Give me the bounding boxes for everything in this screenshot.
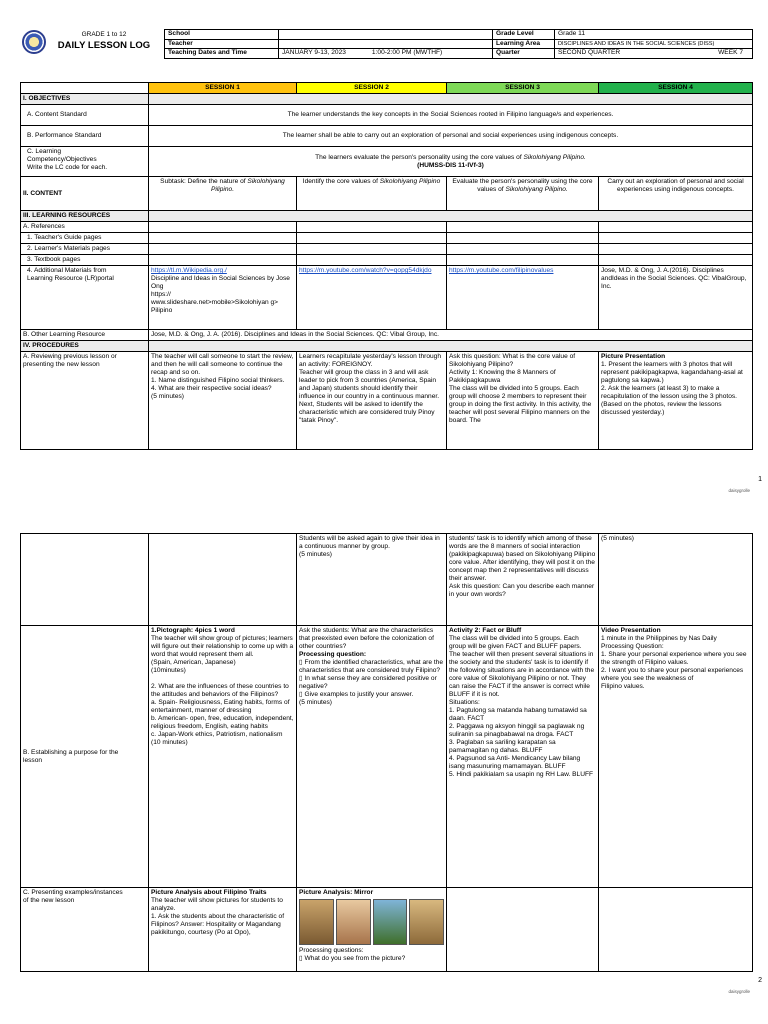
procedure-b-s3-text: The class will be divided into 5 groups. Each group will be given FACT and BLUFF papers. The teacher will then present several situations in the society and the students' task is to identify if the following situations are in accordance with the core value of Sikolohiyang Pilipino or not. They can raise the FACT if the answer is correct while BLUFF if it is not. Situations: 1. Pagtulong sa matanda habang tumatawid sa daan. FACT 2. Paggawa ng aksyon hinggil sa paglawak ng suliranin sa pinagbabawal na droga. FACT 3. Paglaban sa sariling karapatan sa pamamagitan ng dahas. BLUFF 4. Pagsunod sa Anti- Mendicancy Law bilang isang masunuring mamamayan. BLUFF 5. Hindi pakikialam sa usapin ng RH Law. BLUFF: [449, 635, 595, 778]
mirror-picture-1: [299, 899, 334, 945]
additional-materials-label: 4. Additional Materials from Learning Resource (LR)portal: [21, 266, 149, 330]
additional-s1-text: Discipline and Ideas in Social Sciences by Jose Ong https:// www.slideshare.net>mobile>Sikolohiyan g> Pilipino: [151, 275, 290, 314]
wikipedia-link[interactable]: https://tl.m.Wikipedia.org./: [151, 267, 227, 274]
performance-standard-label: B. Performance Standard: [21, 126, 149, 147]
continued-s3: students' task is to identify which among of these words are the 8 manners of social interaction (pakikipagkapuwa) based on Sikolohiyang Pilipino core value. After identifying, they will post it on the concept map then 2 representatives will discuss their answer. Ask this question: Can you describe each manner in your own words?: [447, 534, 599, 626]
teachers-guide-label: 1. Teacher's Guide pages: [21, 233, 149, 244]
content-standard-text: The learner understands the key concepts in the Social Sciences rooted in Filipino language/s and experiences.: [149, 105, 753, 126]
additional-s3: [447, 266, 599, 330]
references-label: A. References: [21, 222, 149, 233]
content-s1-text: Subtask: Define the nature of: [160, 178, 248, 185]
mirror-picture-4: [409, 899, 444, 945]
procedure-b-s2: [297, 626, 447, 888]
dates-label: Teaching Dates and Time: [165, 49, 279, 59]
content-s3-text: Evaluate the person's personality using the core values of: [452, 178, 593, 193]
week-value: WEEK 7: [718, 49, 743, 56]
performance-standard-text: The learner shall be able to carry out an exploration of personal and social experiences using indigenous concepts.: [149, 126, 753, 147]
content-s2-text: Identify the core values of: [302, 178, 380, 185]
content-heading: II. CONTENT: [21, 177, 149, 211]
procedure-c-s1-text: The teacher will show pictures for students to analyze. 1. Ask the students about the characteristic of Filipinos? Answer: Hospitality or Magandang pakikitungo, courtesy (Po at Opo),: [151, 897, 285, 936]
procedure-b-s4-title: Video Presentation: [601, 627, 661, 634]
competency-cell: [149, 147, 753, 177]
learning-area-label: Learning Area: [493, 39, 555, 49]
lesson-table-page1: [20, 82, 753, 450]
procedure-b-label: B. Establishing a purpose for the lesson: [21, 626, 149, 888]
procedure-a-label: A. Reviewing previous lesson or presenting the new lesson: [21, 352, 149, 450]
objectives-heading: I. OBJECTIVES: [21, 94, 149, 105]
processing-question-label: Processing question:: [299, 651, 367, 658]
procedure-a-s4-title: Picture Presentation: [601, 353, 666, 360]
session-3-header: SESSION 3: [447, 83, 599, 94]
page-number-2: 2: [758, 977, 762, 984]
dll-title-block: [54, 31, 154, 51]
mirror-picture-2: [336, 899, 371, 945]
content-s4: Carry out an exploration of personal and social experiences using indigenous concepts.: [599, 177, 753, 211]
lesson-table-page2: [20, 533, 753, 972]
dates-value: JANUARY 9-13, 2023: [282, 49, 346, 56]
procedure-b-s2-list: ▯ From the identified characteristics, what are the characteristics that are considered truly Filipino? ▯ In what sense they are considered positive or negative? ▯ Give examples to justify your answer. (5 minutes): [299, 659, 443, 706]
procedure-b-s4: [599, 626, 753, 888]
additional-s2: [297, 266, 447, 330]
content-s3: [447, 177, 599, 211]
quarter-value: SECOND QUARTER: [558, 49, 621, 56]
grade-range: GRADE 1 to 12: [81, 31, 127, 38]
procedure-b-s1-title: 1.Pictograph: 4pics 1 word: [151, 627, 235, 634]
procedure-a-s2: Learners recapitulate yesterday's lesson through an activity: FOREIGNOY. Teacher will group the class in 3 and will ask leader to pick from 3 countries (America, Spain and Japan) students should identify their influence in our country in a continuous manner. Next, Students will be asked to identify the characteristic which are considered truly Pinoy "tatak Pinoy".: [297, 352, 447, 450]
additional-s4: Jose, M.D. & Ong, J. A.(2016). Disciplines andIdeas in the Social Sciences. QC: VibalGroup, Inc.: [599, 266, 753, 330]
youtube-link-1[interactable]: https://m.youtube.com/watch?v=qopg54dkjdo: [299, 267, 432, 274]
page-title: DAILY LESSON LOG: [57, 40, 151, 51]
competency-text: The learners evaluate the person's personality using the core values of: [315, 153, 524, 161]
content-s1-italic: Sikolohiyang Pilipino.: [210, 178, 285, 193]
procedure-a-s3: Ask this question: What is the core value of Sikolohiyang Pilipino? Activity 1: Knowing the 8 Manners of Pakikipagkapuwa The class will be divided into 5 groups. Each group will choose 2 members to represent their group in doing the first activity. In this activity, the teacher will post several Filipino manners on the board. The: [447, 352, 599, 450]
continued-s4: (5 minutes): [599, 534, 753, 626]
dates-cell: [279, 49, 493, 59]
content-s2-italic: Sikolohiyang Pilipino: [379, 178, 441, 185]
quarter-cell: [555, 49, 753, 59]
content-s3-italic: Sikolohiyang Pilipino.: [505, 186, 568, 193]
competency-italic: Sikolohiyang Pilipino.: [523, 153, 586, 161]
deped-seal-logo: [22, 30, 46, 54]
procedure-c-s2-title: Picture Analysis: Mirror: [299, 889, 374, 896]
textbook-label: 3. Textbook pages: [21, 255, 149, 266]
procedure-b-s2-text: Ask the students: What are the characteristics that preexisted even before the colonization of other countries?: [299, 627, 434, 650]
school-value: [279, 30, 493, 40]
continued-s2: Students will be asked again to give their idea in a continuous manner by group. (5 minutes): [297, 534, 447, 626]
teacher-label: Teacher: [165, 39, 279, 49]
school-label: School: [165, 30, 279, 40]
procedure-c-label: C. Presenting examples/instances of the new lesson: [21, 888, 149, 972]
additional-s1: [149, 266, 297, 330]
other-resource-label: B. Other Learning Resource: [21, 330, 149, 341]
procedure-b-s3-title: Activity 2: Fact or Bluff: [449, 627, 522, 634]
page-number-1: 1: [758, 476, 762, 483]
time-value: 1:00-2:00 PM (MWTHF): [371, 49, 443, 56]
procedure-b-s1-text: The teacher will show group of pictures; learners will figure out their relationship to come up with a word that would represent them all. (Spain, American, Japanese) (10minutes) 2. What are the influences of these countries to the attitudes and behaviors of the Filipinos? a. Spain- Religiousness, Eating habits, forms of entertainment, manner of dressing b. American- open, free, education, independent, religious freedom, English, eating habits c. Japan-Work ethics, Patriotism, nationalism (10 minutes): [151, 635, 294, 746]
procedure-c-s2: [297, 888, 447, 972]
footer-2: daisygrolle: [728, 989, 750, 994]
competency-label: C. Learning Competency/Objectives Write the LC code for each.: [21, 147, 149, 177]
procedure-b-s1: [149, 626, 297, 888]
session-2-header: SESSION 2: [297, 83, 447, 94]
content-s2: [297, 177, 447, 211]
footer-1: daisygrolle: [728, 488, 750, 493]
mirror-pictures: [299, 899, 444, 945]
procedure-c-s2-text: Processing questions: ▯ What do you see from the picture?: [299, 947, 406, 962]
teacher-value: [279, 39, 493, 49]
competency-code: (HUMSS-DIS 11-IVf-3): [417, 161, 484, 169]
resources-heading: III. LEARNING RESOURCES: [21, 211, 149, 222]
procedure-a-s1: The teacher will call someone to start the review, and then he will call someone to continue the recap and so on. 1. Name distinguished Filipino social thinkers. 4. What are their respective social ideas? (5 minutes): [149, 352, 297, 450]
session-1-header: SESSION 1: [149, 83, 297, 94]
procedures-heading: IV. PROCEDURES: [21, 341, 149, 352]
procedure-c-s1: [149, 888, 297, 972]
mirror-picture-3: [373, 899, 408, 945]
procedure-b-s4-text: 1 minute in the Philippines by Nas Daily Processing Question: 1. Share your personal experience where you see the strength of Filipino values. 2. I want you to share your personal experiences where you see the weakness of Filipino values.: [601, 635, 747, 690]
content-s1: [149, 177, 297, 211]
youtube-link-2[interactable]: https://m.youtube.com/filipinovalues: [449, 267, 554, 274]
learners-materials-label: 2. Learner's Materials pages: [21, 244, 149, 255]
grade-level-value: Grade 11: [555, 30, 753, 40]
procedure-a-s4: [599, 352, 753, 450]
grade-level-label: Grade Level: [493, 30, 555, 40]
procedure-c-s1-title: Picture Analysis about Filipino Traits: [151, 889, 267, 896]
content-standard-label: A. Content Standard: [21, 105, 149, 126]
quarter-label: Quarter: [493, 49, 555, 59]
procedure-b-s3: [447, 626, 599, 888]
session-4-header: SESSION 4: [599, 83, 753, 94]
learning-area-value: DISCIPLINES AND IDEAS IN THE SOCIAL SCIENCES (DISS): [555, 39, 753, 49]
header-info-table: [164, 29, 753, 59]
procedure-a-s4-text: 1. Present the learners with 3 photos that will represent pakikipagkapwa, kagandahang-asal at pagtulong sa kapwa.) 2. Ask the learners (at least 3) to make a recapitulation of the lesson using the 3 photos. (Based on the photos, review the lessons discussed yesterday.): [601, 361, 743, 416]
other-resource-value: Jose, M.D. & Ong, J. A. (2016). Disciplines and Ideas in the Social Sciences. QC: Vibal Group, Inc.: [149, 330, 753, 341]
